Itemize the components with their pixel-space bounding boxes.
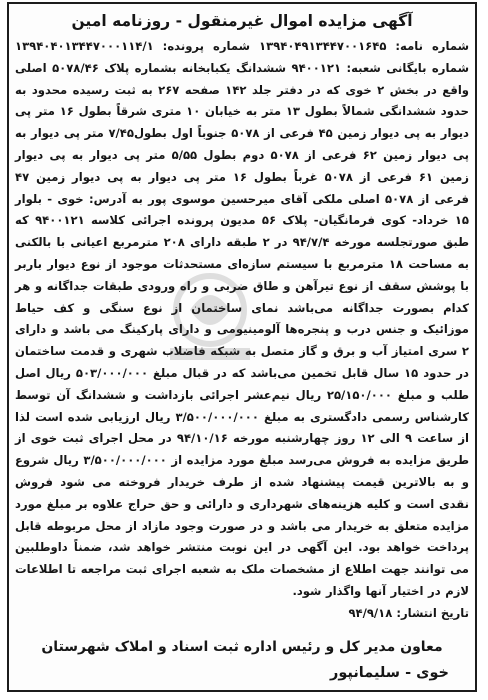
signature-block [15, 634, 469, 686]
notice-frame [7, 2, 477, 692]
notice-body: شماره نامه: ۱۳۹۴۰۴۹۱۳۴۴۷۰۰۱۶۴۵ شماره پرونده: ۱۳۹۴۰۴۰۱۳۴۴۷۰۰۰۱۱۴/۱ شماره بایگانی شعبه: ۹۴۰۰۱۲۱ ششدانگ یکبابخانه بشماره پلاک ۵۰۷۸/۴۶ اصلی واقع در بخش ۲ خوی که در دفتر جلد ۱۴۲ صفحه ۲۶۷ به ثبت رسیده محدود به حدود ششدانگی شمالاً بطول ۱۳ متر به خیابان ۱۰ متری شرقاً بطول ۱۶ متر پی دیوار به پی دیوار زمین ۴۵ فرعی از ۵۰۷۸ جنوباً اول بطول۷/۴۵ متر پی دیوار به پی دیوار زمین ۶۲ فرعی از ۵۰۷۸ دوم بطول ۵/۵۵ متر پی دیوار به پی دیوار زمین ۶۱ فرعی از ۵۰۷۸ غرباً بطول ۱۶ متر پی دیوار به پی دیوار زمین ۴۷ فرعی از ۵۰۷۸ اصلی ملکی آقای میرحسین موسوی پور به آدرس: خوی - بلوار ۱۵ خرداد- کوی فرمانگیان- پلاک ۵۶ مدیون پرونده اجرائی کلاسه ۹۴۰۰۱۲۱ که طبق صورتجلسه مورخه ۹۴/۷/۴ در ۲ طبقه دارای ۲۰۸ مترمربع اعیانی با بالکنی به مساحت ۱۸ مترمربع با سیستم سازه‌ای مستحدثات موجود از نوع دیوار باربر با پوشش سقف از نوع تیرآهن و طاق ضربی و راه ورودی طبقات جداگانه و هر کدام بصورت جداگانه می‌باشد نمای ساختمان از نوع سنگی و کف حیاط موزائیک و جنس درب و پنجره‌ها آلومینیومی و دارای پارکینگ می باشد و دارای ۲ سری امتیاز آب و برق و گاز متصل به شبکه فاضلاب شهری و قدمت ساختمان در حدود ۱۵ سال قابل تخمین می‌باشد که در قبال مبلغ ۵۰۳/۰۰۰/۰۰۰ ریال اصل طلب و مبلغ ۲۵/۱۵۰/۰۰۰ ریال نیم‌عشر اجرائی بازداشت و ششدانگ آن توسط کارشناس رسمی دادگستری به مبلغ ۳/۵۰۰/۰۰۰/۰۰۰ ریال ارزیابی شده است لذا از ساعت ۹ الی ۱۲ روز چهارشنبه مورخه ۹۴/۱۰/۱۶ در محل اجرای ثبت خوی از طریق مزایده به فروش می‌رسد مبلغ مورد مزایده از ۳/۵۰۰/۰۰۰/۰۰۰ ریال شروع و به بالاترین قیمت پیشنهاد شده از طرف خریدار فروخته می شود فروش نقدی است و کلیه هزینه‌های شهرداری و دارائی و حق حراج علاوه بر مبلغ مورد مزایده متعلق به خریدار می باشد و در صورت وجود مازاد از محل مربوطه قابل پرداخت خواهد بود. این آگهی در این نوبت منتشر خواهد شد، ضمناً داوطلبین می توانند جهت اطلاع از مشخصات ملک به شعبه اجرای ثبت مراجعه تا اطلاعات لازم در اختیار آنها واگذار شود. [15, 39, 470, 598]
notice-title: آگهی مزایده اموال غیرمنقول - روزنامه امین [71, 12, 413, 30]
signature-title: معاون مدیر کل و رئیس اداره ثبت اسناد و املاک شهرستان [41, 638, 443, 655]
publication-date: تاریخ انتشار: ۹۴/۹/۱۸ [348, 605, 469, 620]
signature-name: خوی - سلیمانپور [329, 664, 449, 681]
